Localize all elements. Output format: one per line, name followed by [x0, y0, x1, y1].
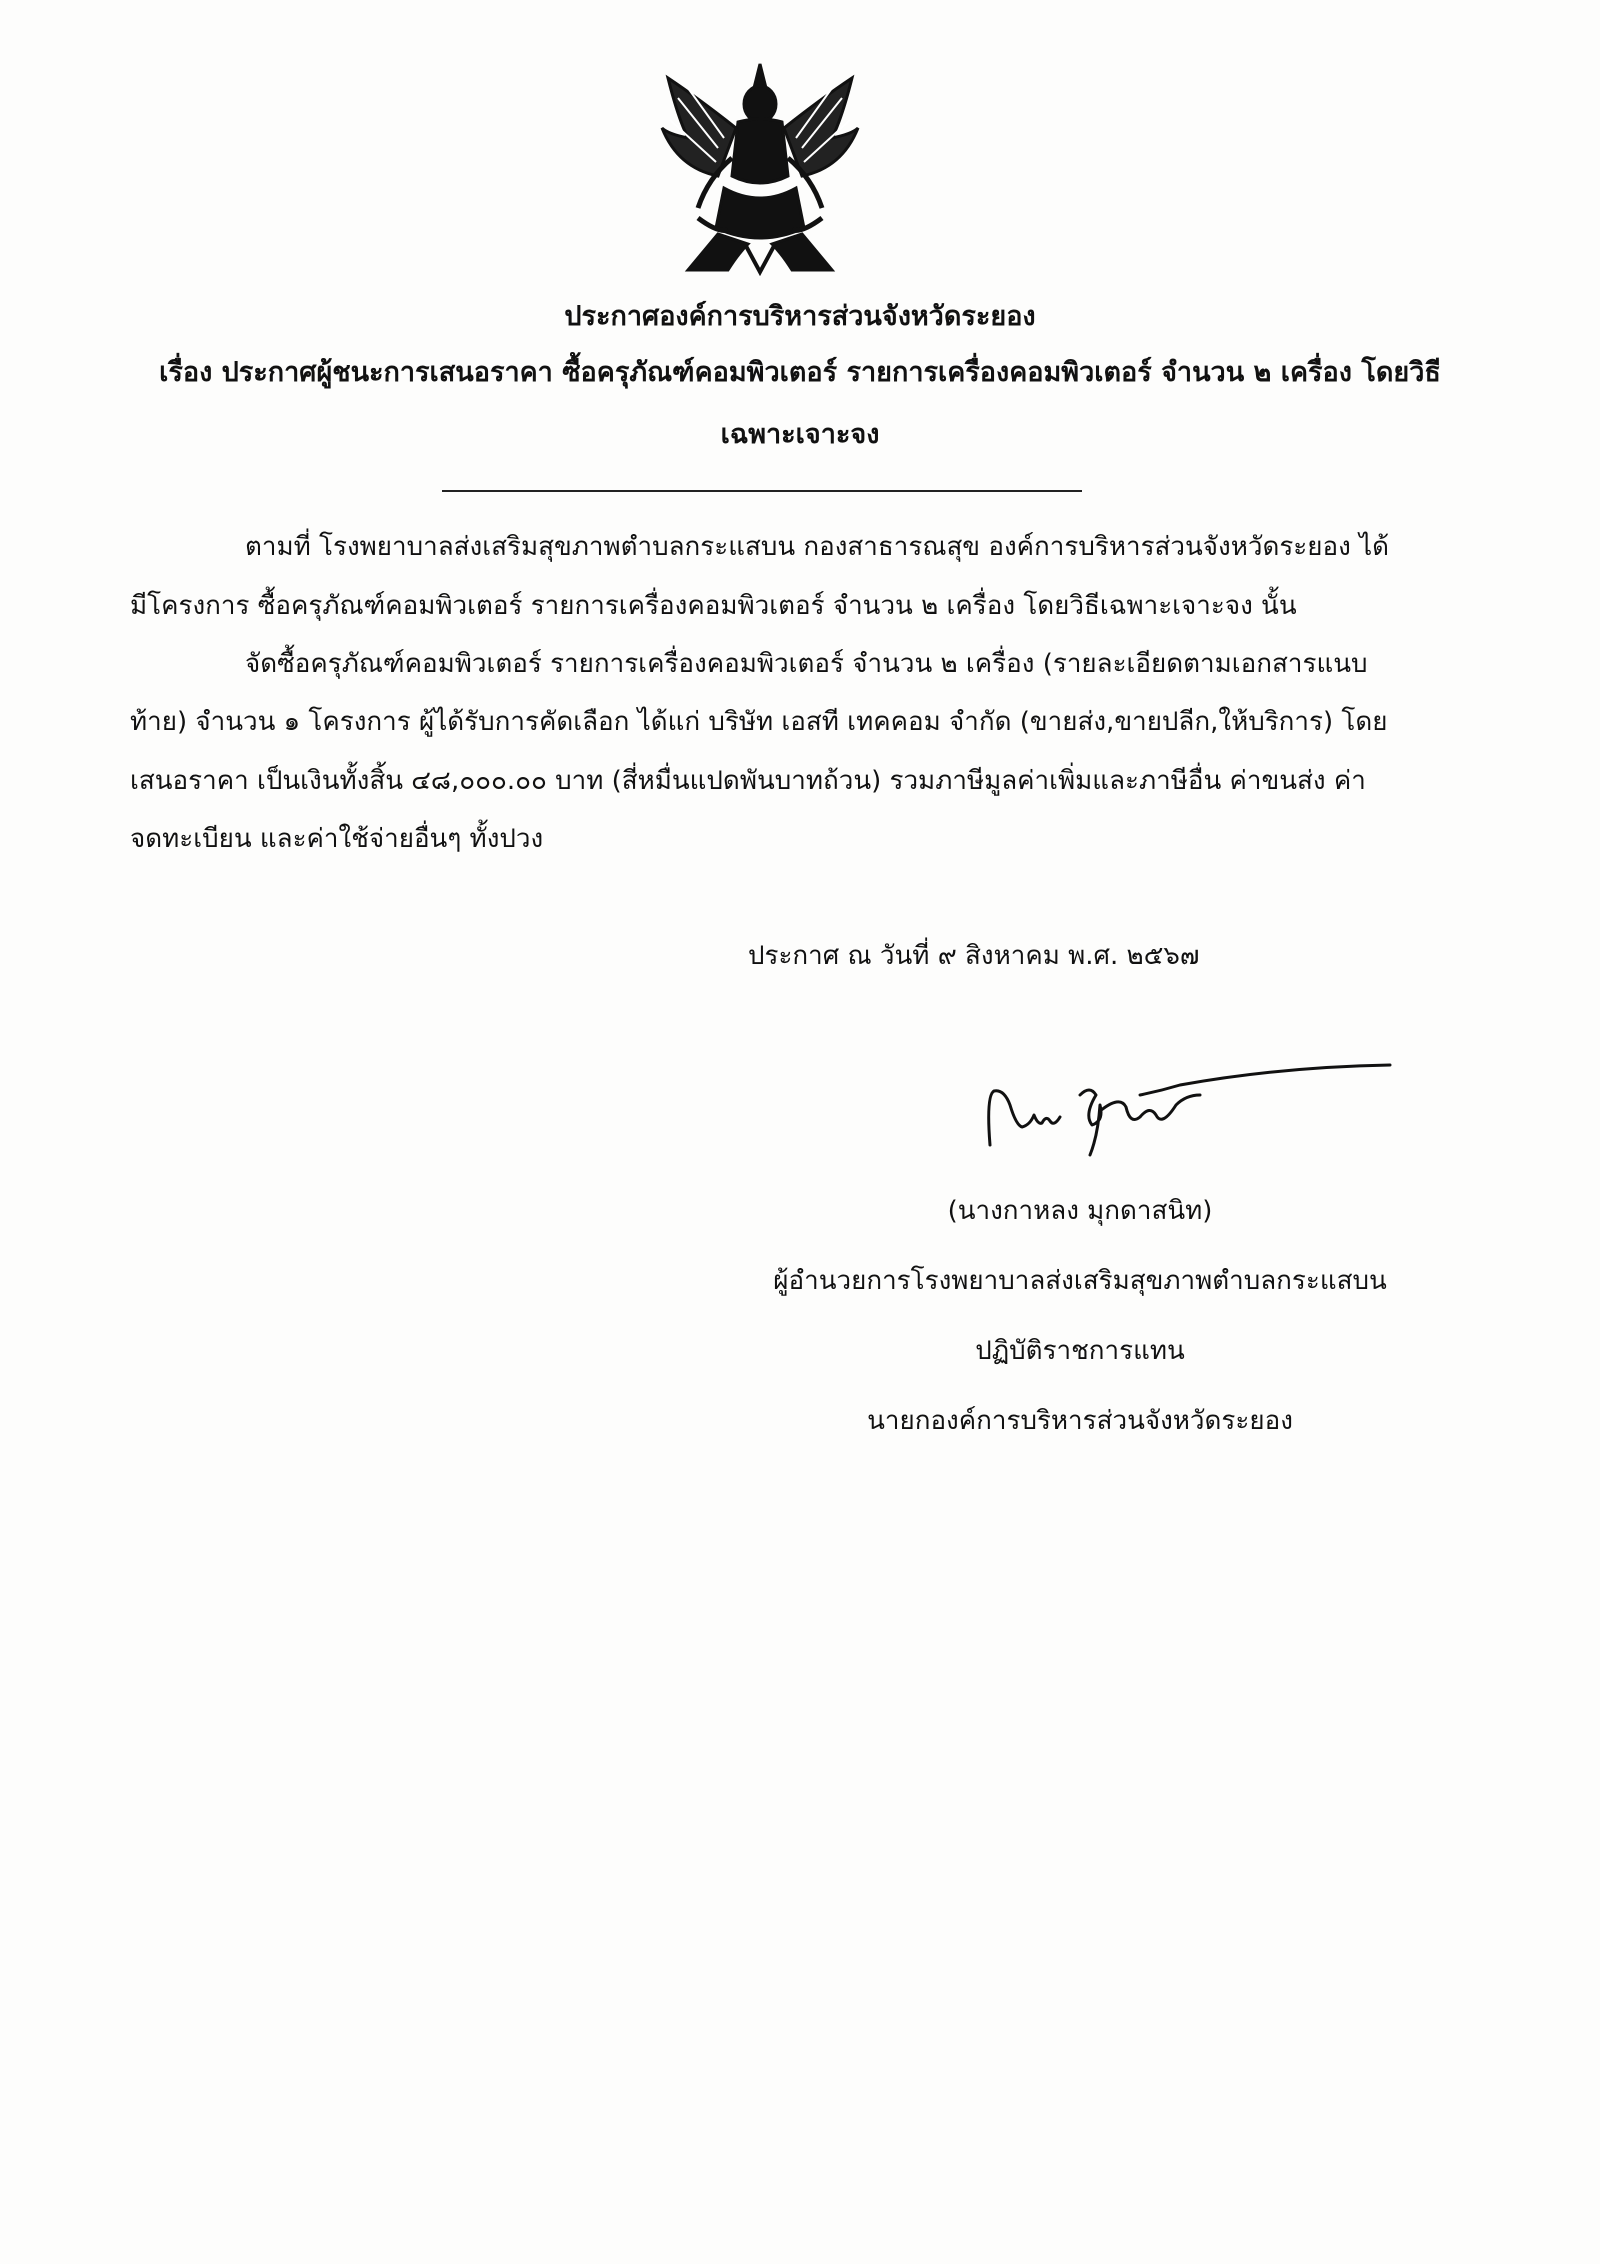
- signatory-acting: ปฏิบัติราชการแทน: [975, 1336, 1185, 1366]
- body-line-1: ตามที่ โรงพยาบาลส่งเสริมสุขภาพตำบลกระแสบน กองสาธารณสุข องค์การบริหารส่วนจังหวัดระยอง ได้: [245, 532, 1390, 562]
- body-line-5: เสนอราคา เป็นเงินทั้งสิ้น ๔๘,๐๐๐.๐๐ บาท (สี่หมื่นแปดพันบาทถ้วน) รวมภาษีมูลค่าเพิ่มและภาษีอื่น ค่าขนส่ง ค่า: [130, 766, 1366, 796]
- signatory-name: (นางกาหลง มุกดาสนิท): [947, 1196, 1213, 1226]
- body-line-6: จดทะเบียน และค่าใช้จ่ายอื่นๆ ทั้งปวง: [130, 824, 544, 854]
- announcement-date: ประกาศ ณ วันที่ ๙ สิงหาคม พ.ศ. ๒๕๖๗: [748, 941, 1200, 971]
- subject-line-1: เรื่อง ประกาศผู้ชนะการเสนอราคา ซื้อครุภัณฑ์คอมพิวเตอร์ รายการเครื่องคอมพิวเตอร์ จำนวน ๒ เครื่อง โดยวิธี: [159, 357, 1441, 388]
- divider-line: [442, 490, 1082, 492]
- handwritten-signature-icon: [980, 1055, 1400, 1175]
- signatory-position: ผู้อำนวยการโรงพยาบาลส่งเสริมสุขภาพตำบลกระแสบน: [773, 1266, 1387, 1296]
- body-line-3: จัดซื้อครุภัณฑ์คอมพิวเตอร์ รายการเครื่องคอมพิวเตอร์ จำนวน ๒ เครื่อง (รายละเอียดตามเอกสารแนบ: [245, 649, 1368, 679]
- announcement-title: ประกาศองค์การบริหารส่วนจังหวัดระยอง: [564, 301, 1036, 332]
- body-line-4: ท้าย) จำนวน ๑ โครงการ ผู้ได้รับการคัดเลือก ได้แก่ บริษัท เอสที เทคคอม จำกัด (ขายส่ง,ขายปลีก,ให้บริการ) โดย: [130, 707, 1388, 737]
- body-line-2: มีโครงการ ซื้อครุภัณฑ์คอมพิวเตอร์ รายการเครื่องคอมพิวเตอร์ จำนวน ๒ เครื่อง โดยวิธีเฉพาะเจาะจง นั้น: [130, 591, 1297, 621]
- signatory-on-behalf: นายกองค์การบริหารส่วนจังหวัดระยอง: [867, 1406, 1293, 1436]
- subject-line-2: เฉพาะเจาะจง: [720, 419, 880, 450]
- garuda-emblem-icon: [658, 58, 862, 276]
